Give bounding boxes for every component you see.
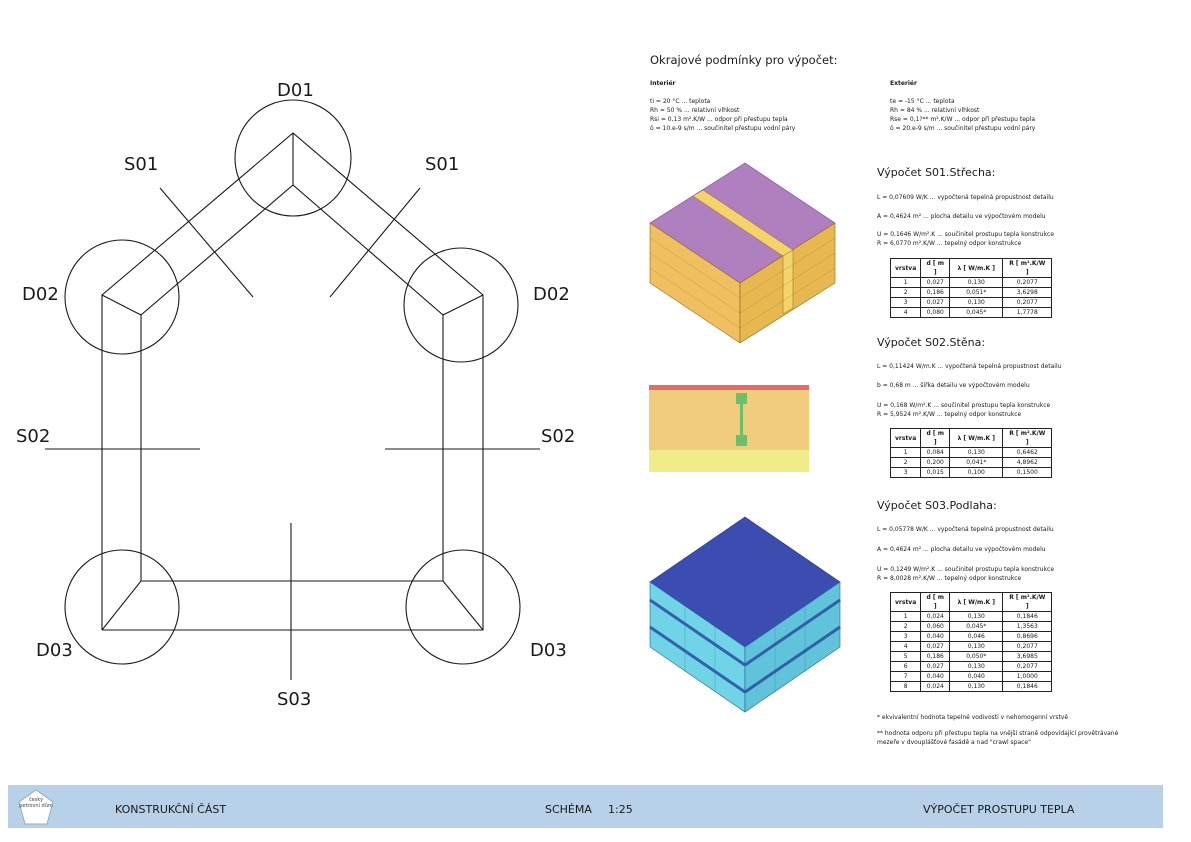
s02-layer-table [890,428,1052,478]
table-header-cell: λ [ W/m.K ] [950,429,1003,448]
s03-layer-table [890,592,1052,692]
table-cell: 1,3563 [1003,622,1052,632]
s01-title: Výpočet S01.Střecha: [877,166,996,179]
interior-line: δ = 10.e-9 s/m ... součinitel přestupu vodní páry [650,125,796,132]
table-cell: 0,027 [921,298,950,308]
table-header-cell: R [ m².K/W ] [1003,259,1052,278]
label-s01-left: S01 [124,154,159,175]
table-header-cell: d [ m ] [921,429,950,448]
table-cell: 0,084 [921,448,950,458]
corner-line-right-bottom [443,581,483,630]
table-header-cell: λ [ W/m.K ] [950,259,1003,278]
boundary-title: Okrajové podmínky pro výpočet: [650,53,838,67]
table-cell: 2 [891,288,921,298]
table-header-cell: vrstva [891,259,921,278]
section-schema-drawing [0,0,640,780]
label-d03-right: D03 [530,640,567,661]
table-cell: 1,7778 [1003,308,1052,318]
s03-line-l: L = 0,05778 W/K ... vypočtená tepelná propustnost detailu [877,526,1054,533]
table-cell: 3 [891,468,921,478]
detail-circle-d03-left [65,550,179,664]
table-cell: 0,045* [950,308,1003,318]
s03-line-a: A = 0,4624 m² ... plocha detailu ve výpočtovém modelu [877,546,1046,553]
table-cell: 1 [891,612,921,622]
corner-line-left-top [102,295,141,315]
footer-part-name: KONSTRUKČNÍ ČÁST [115,803,227,816]
table-cell: 0,2077 [1003,662,1052,672]
table-cell: 1 [891,448,921,458]
table-cell: 0,2077 [1003,278,1052,288]
s03-line-r: R = 8,0028 m².K/W ... tepelný odpor konstrukce [877,575,1022,582]
table-cell: 0,024 [921,612,950,622]
table-row [891,308,1052,318]
label-s03: S03 [277,689,312,710]
table-cell: 0,051* [950,288,1003,298]
s02-title: Výpočet S02.Stěna: [877,336,986,349]
exterior-heading: Exteriér [890,80,917,87]
label-s01-right: S01 [425,154,460,175]
footnote-equivalent: * ekvivalentní hodnota tepelné vodivosti v nehomogenní vrstvě [877,714,1069,721]
corner-line-right-top [443,295,483,315]
detail-circle-d03-right [406,550,520,664]
table-row [891,642,1052,652]
table-cell: 0,1846 [1003,612,1052,622]
table-cell: 4 [891,308,921,318]
interior-line: ti = 20 °C ... teplota [650,98,711,105]
table-cell: 0,200 [921,458,950,468]
table-cell: 8 [891,682,921,692]
table-row [891,612,1052,622]
table-cell: 0,040 [921,672,950,682]
table-cell: 2 [891,458,921,468]
table-cell: 0,015 [921,468,950,478]
table-cell: 7 [891,672,921,682]
s01-line-a: A = 0,4624 m² ... plocha detailu ve výpočtovém modelu [877,213,1046,220]
s02-line-b: b = 0,68 m ... šířka detailu ve výpočtovém modelu [877,382,1030,389]
table-cell: 3 [891,298,921,308]
table-cell: 4 [891,642,921,652]
table-cell: 0,050* [950,652,1003,662]
exterior-line: Rse = 0,1?** m².K/W ... odpor při přestupu tepla [890,116,1036,123]
table-header-cell: R [ m².K/W ] [1003,593,1052,612]
table-cell: 0,130 [950,612,1003,622]
table-cell: 0,130 [950,682,1003,692]
table-cell: 3,6985 [1003,652,1052,662]
table-row [891,632,1052,642]
table-cell: 0,130 [950,642,1003,652]
table-cell: 3,6298 [1003,288,1052,298]
logo-text: český petrovní dům [19,797,53,809]
table-cell: 3 [891,632,921,642]
s01-line-l: L = 0,07609 W/K ... vypočtená tepelná propustnost detailu [877,194,1054,201]
table-cell: 0,040 [950,672,1003,682]
table-row [891,448,1052,458]
table-cell: 0,186 [921,288,950,298]
s01-line-r: R = 6,0770 m².K/W ... tepelný odpor konstrukce [877,240,1022,247]
table-cell: 0,041* [950,458,1003,468]
table-cell: 0,1500 [1003,468,1052,478]
outer-wall-outline [102,133,483,630]
table-cell: 5 [891,652,921,662]
s01-line-u: U = 0,1646 W/m².K ... součinitel prostupu tepla konstrukce [877,231,1055,238]
table-cell: 1 [891,278,921,288]
table-header-cell: d [ m ] [921,259,950,278]
table-cell: 2 [891,622,921,632]
corner-line-left-bottom [102,581,141,630]
interior-line: Rsi = 0,13 m².K/W ... odpor při přestupu tepla [650,116,788,123]
table-cell: 0,1846 [1003,682,1052,692]
table-header-cell: vrstva [891,593,921,612]
exterior-line: te = -15 °C ... teplota [890,98,955,105]
footer-drawing-title: VÝPOČET PROSTUPU TEPLA [923,803,1075,816]
footnote-resistance: ** hodnota odporu při přestupu tepla na vnější straně odpovídající provětrávané mezeře v dvouplášťové fasádě a nad "crawl space" [877,730,1119,746]
table-cell: 0,130 [950,278,1003,288]
table-cell: 0,100 [950,468,1003,478]
table-header-cell: R [ m².K/W ] [1003,429,1052,448]
table-row [891,682,1052,692]
table-cell: 0,046 [950,632,1003,642]
table-header-row [891,593,1052,612]
section-line-s01-right [330,188,420,297]
title-block-footer [8,785,1163,828]
table-row [891,672,1052,682]
label-d02-right: D02 [533,284,570,305]
table-cell: 0,027 [921,642,950,652]
roof-model-illustration [645,158,870,348]
s03-line-u: U = 0,1249 W/m².K ... součinitel prostupu tepla konstrukce [877,566,1055,573]
s02-line-u: U = 0,168 W/m².K ... součinitel prostupu tepla konstrukce [877,402,1051,409]
label-s02-left: S02 [16,426,51,447]
table-row [891,458,1052,468]
interior-conditions [650,80,880,133]
s03-title: Výpočet S03.Podlaha: [877,499,997,512]
label-d02-left: D02 [22,284,59,305]
table-header-cell: d [ m ] [921,593,950,612]
footer-scale: 1:25 [608,803,633,816]
table-cell: 0,130 [950,448,1003,458]
table-cell: 0,027 [921,278,950,288]
table-row [891,468,1052,478]
label-s02-right: S02 [541,426,576,447]
table-header-cell: vrstva [891,429,921,448]
table-row [891,288,1052,298]
interior-heading: Interiér [650,80,676,87]
label-d03-left: D03 [36,640,73,661]
footer-drawing-type: SCHÉMA [545,803,592,816]
table-cell: 0,060 [921,622,950,632]
wall-model-illustration [649,385,809,475]
s01-layer-table [890,258,1052,318]
s02-line-l: L = 0,11424 W/m.K ... vypočtená tepelná propustnost detailu [877,363,1062,370]
interior-line: Rh = 50 % ... relativní vlhkost [650,107,740,114]
table-cell: 0,8696 [1003,632,1052,642]
label-d01: D01 [277,80,314,101]
table-cell: 6 [891,662,921,672]
floor-model-illustration [645,512,870,717]
exterior-conditions [890,80,1120,133]
table-cell: 0,045* [950,622,1003,632]
exterior-line: δ = 20.e-9 s/m ... součinitel přestupu vodní páry [890,125,1036,132]
table-cell: 0,2077 [1003,642,1052,652]
detail-circle-d02-right [404,248,518,362]
table-cell: 4,8962 [1003,458,1052,468]
footnotes [877,713,1137,754]
inner-wall-outline [141,185,443,581]
table-row [891,662,1052,672]
table-cell: 0,130 [950,298,1003,308]
table-header-row [891,259,1052,278]
table-cell: 0,027 [921,662,950,672]
section-line-s01-left [160,188,253,297]
table-row [891,652,1052,662]
exterior-line: Rh = 84 % ... relativní vlhkost [890,107,980,114]
s02-line-r: R = 5,9524 m².K/W ... tepelný odpor konstrukce [877,411,1022,418]
table-row [891,622,1052,632]
table-cell: 0,186 [921,652,950,662]
table-cell: 0,130 [950,662,1003,672]
table-header-row [891,429,1052,448]
table-row [891,278,1052,288]
table-cell: 0,2077 [1003,298,1052,308]
table-cell: 1,0000 [1003,672,1052,682]
table-cell: 0,080 [921,308,950,318]
table-header-cell: λ [ W/m.K ] [950,593,1003,612]
table-cell: 0,024 [921,682,950,692]
table-row [891,298,1052,308]
table-cell: 0,6462 [1003,448,1052,458]
table-cell: 0,040 [921,632,950,642]
